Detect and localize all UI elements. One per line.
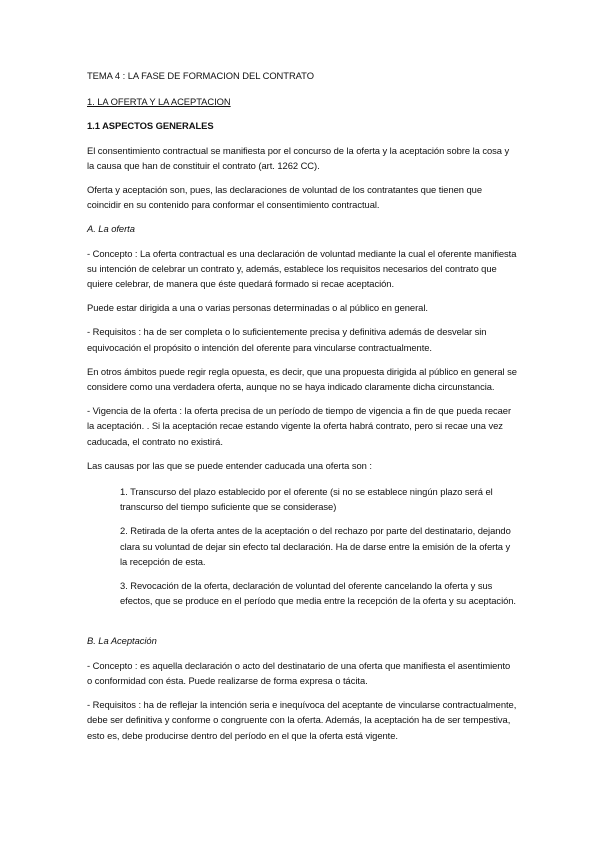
subsection-heading: 1.1 ASPECTOS GENERALES (87, 120, 214, 132)
paragraph: El consentimiento contractual se manifiesta por el concurso de la oferta y la aceptación sobre la cosa y la causa que han de constituir el contrato (art. 1262 CC). (87, 144, 510, 171)
subsection-heading-oferta: A. La oferta (87, 223, 135, 235)
paragraph: Oferta y aceptación son, pues, las declaraciones de voluntad de los contratantes que tienen que coincidir en su contenido para conformar el consentimiento contractual. (87, 184, 482, 211)
paragraph: - Requisitos : ha de reflejar la intención seria e inequívoca del aceptante de vincularse contractualmente, debe ser definitiva y conforme o congruente con la oferta. Además, la aceptación ha de ser tempestiva, esto es, debe producirse dentro del período en el que la oferta está vigente. (87, 699, 517, 741)
paragraph: - Concepto : es aquella declaración o acto del destinatario de una oferta que manifiesta el asentimiento o conformidad con ésta. Puede realizarse de forma expresa o tácita. (87, 659, 511, 686)
subsection-heading-aceptacion: B. La Aceptación (87, 635, 157, 647)
list-item: 3. Revocación de la oferta, declaración de voluntad del oferente cancelando la oferta y sus efectos, que se produce en el período que media entre la recepción de la oferta y su aceptación. (120, 580, 516, 607)
document-title: TEMA 4 : LA FASE DE FORMACION DEL CONTRATO (87, 70, 314, 81)
list-item: 2. Retirada de la oferta antes de la aceptación o del rechazo por parte del destinatario, dejando clara su voluntad de dejar sin efecto tal declaración. Ha de darse entre la emisión de la oferta y la recepción de esta. (120, 525, 511, 567)
paragraph: - Requisitos : ha de ser completa o lo suficientemente precisa y definitiva además de desvelar sin equivocación el propósito o intención del oferente para vincularse contractualmente. (87, 326, 487, 353)
section-heading: 1. LA OFERTA Y LA ACEPTACION (87, 96, 231, 108)
paragraph: En otros ámbitos puede regir regla opuesta, es decir, que una propuesta dirigida al público en general se considere como una verdadera oferta, aunque no se haya indicado claramente dicha circunstancia. (87, 365, 517, 393)
paragraph: Puede estar dirigida a una o varias personas determinadas o al público en general. (87, 302, 428, 314)
causas-list (120, 484, 517, 608)
document-page (87, 68, 517, 743)
paragraph: - Concepto : La oferta contractual es una declaración de voluntad mediante la cual el oferente manifiesta su intención de celebrar un contrato y, además, establece los requisitos necesarios del contrato que quiere celebrar, de manera que éste quedará formado si recae aceptación. (87, 247, 517, 290)
paragraph: Las causas por las que se puede entender caducada una oferta son : (87, 459, 372, 471)
list-item: 1. Transcurso del plazo establecido por el oferente (si no se establece ningún plazo será el transcurso del tiempo suficiente que se considerase) (120, 486, 493, 513)
paragraph: - Vigencia de la oferta : la oferta precisa de un período de tiempo de vigencia a fin de que pueda recaer la aceptación. . Si la aceptación recae estando vigente la oferta habrá contrato, pero si recae una vez caducada, el contrato no existirá. (87, 405, 512, 447)
